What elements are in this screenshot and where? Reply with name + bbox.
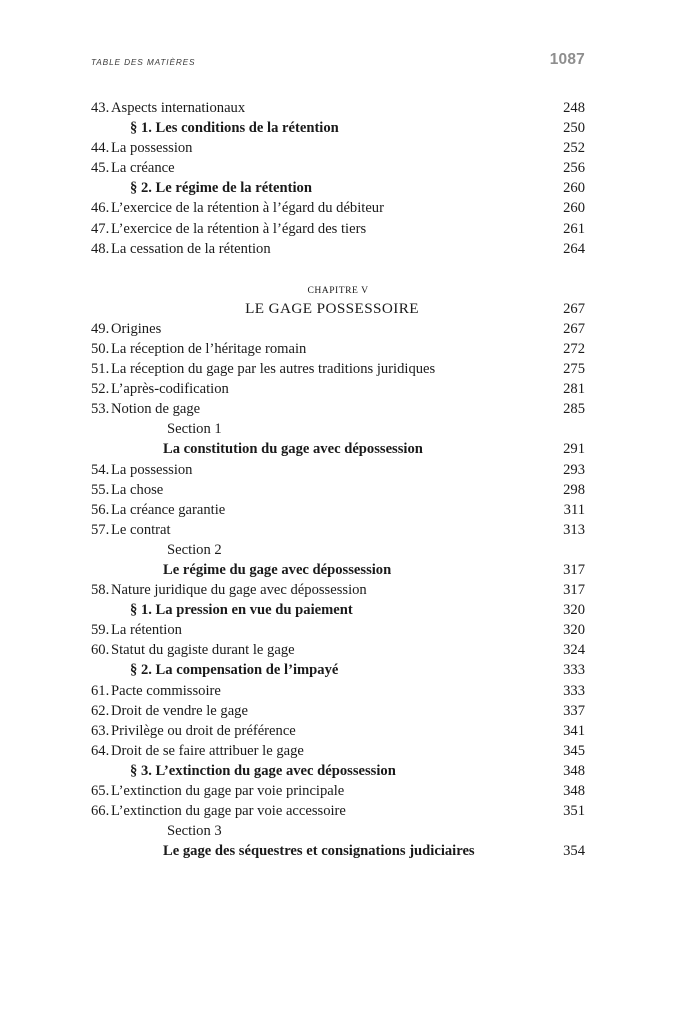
toc-entry[interactable]: [91, 721, 585, 741]
toc-entry-number: 52.: [91, 381, 110, 398]
toc-entry-title: L’exercice de la rétention à l’égard des tiers: [111, 220, 367, 237]
toc-entry-label: [91, 620, 182, 640]
toc-entry-label: Section 3: [167, 823, 222, 840]
entry-page-number: 348: [563, 762, 585, 779]
toc-entry-label: [91, 158, 175, 178]
entry-page-number: 333: [563, 682, 585, 699]
toc-entry-title: Statut du gagiste durant le gage: [111, 642, 295, 659]
toc-entry[interactable]: [91, 359, 585, 379]
entry-page-number: 345: [563, 742, 585, 759]
toc-entry-title: La rétention: [111, 622, 182, 639]
page-number: 1087: [549, 51, 585, 68]
chapter-title-text: LE GAGE POSSESSOIRE: [245, 299, 419, 317]
toc-entry[interactable]: [91, 339, 585, 359]
entry-page-number: 317: [563, 582, 585, 599]
entry-page-number: 337: [563, 702, 585, 719]
toc-entry-title: La chose: [111, 481, 164, 498]
toc-entry-number: 54.: [91, 461, 110, 478]
toc-entry-label: [91, 379, 229, 399]
entry-page-number: 341: [563, 722, 585, 739]
toc-entry-number: 48.: [91, 240, 110, 257]
entry-page-number: 281: [563, 381, 585, 398]
toc-entry-label: [91, 98, 245, 118]
toc-paragraph-heading[interactable]: [91, 600, 585, 620]
chapter-title: [91, 299, 585, 319]
entry-page-number: 250: [563, 120, 585, 137]
toc-entry-label: § 2. La compensation de l’impayé: [130, 662, 339, 679]
entry-page-number: 348: [563, 783, 585, 799]
toc-entry-label: [91, 701, 248, 721]
toc-entry-title: Origines: [111, 320, 162, 337]
entry-page-number: 313: [563, 521, 585, 538]
entry-page-number: 320: [563, 622, 585, 639]
toc-entry[interactable]: [91, 781, 585, 801]
toc-entry-number: 50.: [91, 340, 110, 357]
toc-entry[interactable]: [91, 319, 585, 339]
toc-entry[interactable]: [91, 399, 585, 419]
toc-entry-number: 53.: [91, 401, 110, 418]
toc-paragraph-heading[interactable]: [91, 660, 585, 680]
toc-entry[interactable]: [91, 801, 585, 821]
toc-entry-title: Nature juridique du gage avec dépossession: [111, 582, 367, 599]
toc-entry-number: 64.: [91, 742, 110, 759]
toc-entry[interactable]: [91, 198, 585, 218]
toc-entry[interactable]: [91, 640, 585, 660]
entry-page-number: 354: [563, 843, 585, 860]
toc-entry[interactable]: [91, 500, 585, 520]
chapter-heading: [91, 284, 585, 319]
toc-paragraph-heading[interactable]: [91, 761, 585, 781]
entry-page-number: 324: [563, 642, 585, 659]
entry-page-number: 248: [563, 100, 585, 116]
entry-page-number: 311: [563, 501, 585, 518]
toc-entry[interactable]: [91, 480, 585, 500]
toc-entry-label: [91, 500, 225, 520]
toc-entry-label: § 1. Les conditions de la rétention: [130, 120, 339, 137]
toc-section-label[interactable]: [91, 540, 585, 560]
entry-page-number: 267: [563, 320, 585, 337]
toc-section-title[interactable]: [91, 439, 585, 459]
toc-entry-label: [91, 681, 221, 701]
toc-entry-title: Aspects internationaux: [111, 100, 246, 116]
entry-page-number: 256: [563, 160, 585, 177]
toc-entry-title: La cessation de la rétention: [111, 240, 271, 257]
toc-entry-label: [91, 640, 295, 660]
toc-entry-label: [91, 399, 200, 419]
entry-page-number: 285: [563, 401, 585, 418]
toc-entry-number: 65.: [91, 783, 110, 799]
toc-entry-label: [91, 580, 367, 600]
toc-entry-number: 44.: [91, 140, 110, 157]
toc-paragraph-heading[interactable]: [91, 118, 585, 138]
entry-page-number: 320: [563, 602, 585, 619]
running-header: [91, 51, 585, 73]
toc-entry-label: [91, 801, 346, 821]
toc-entry-label: Section 2: [167, 541, 222, 558]
toc-entry-number: 59.: [91, 622, 110, 639]
entry-page-number: 333: [563, 662, 585, 679]
toc-entry-label: [91, 219, 366, 239]
toc-entry-title: La créance garantie: [111, 501, 226, 518]
toc-entry-number: 46.: [91, 200, 110, 217]
toc-entry-title: La créance: [111, 160, 175, 177]
toc-entry-label: § 1. La pression en vue du paiement: [130, 602, 353, 619]
toc-entry-label: [91, 721, 296, 741]
toc-entry-title: Privilège ou droit de préférence: [111, 722, 296, 739]
toc-entry-number: 60.: [91, 642, 110, 659]
toc-entry-number: 63.: [91, 722, 110, 739]
toc-entry[interactable]: [91, 620, 585, 640]
toc-entry[interactable]: [91, 219, 585, 239]
toc-entry-number: 49.: [91, 320, 110, 337]
toc-entry-label: [91, 198, 384, 218]
table-of-contents: [91, 98, 585, 861]
toc-entry-label: [91, 741, 304, 761]
toc-entry-label: § 3. L’extinction du gage avec dépossession: [130, 762, 396, 779]
toc-entry-title: La réception de l’héritage romain: [111, 340, 307, 357]
entry-page-number: 317: [563, 561, 585, 578]
toc-entry-title: Droit de se faire attribuer le gage: [111, 742, 304, 759]
chapter-number-label: CHAPITRE V: [307, 284, 369, 296]
toc-entry[interactable]: [91, 379, 585, 399]
entry-page-number: 291: [563, 441, 585, 458]
toc-entry-label: [91, 339, 306, 359]
toc-entry-number: 61.: [91, 682, 110, 699]
toc-section-label[interactable]: [91, 419, 585, 439]
toc-entry-title: Notion de gage: [111, 401, 201, 418]
toc-entry[interactable]: [91, 138, 585, 158]
toc-entry-label: [91, 460, 192, 480]
toc-paragraph-heading[interactable]: [91, 178, 585, 198]
entry-page-number: 260: [563, 180, 585, 197]
entry-page-number: 260: [563, 200, 585, 217]
toc-entry-label: La constitution du gage avec dépossession: [163, 441, 423, 458]
toc-entry[interactable]: [91, 681, 585, 701]
toc-entry-number: 45.: [91, 160, 110, 177]
toc-entry[interactable]: [91, 98, 585, 118]
entry-page-number: 252: [563, 140, 585, 157]
toc-entry-title: L’extinction du gage par voie principale: [111, 783, 345, 799]
entry-page-number: 272: [563, 340, 585, 357]
toc-entry-label: Section 1: [167, 421, 222, 438]
toc-entry-number: 51.: [91, 361, 110, 378]
toc-entry-title: L’extinction du gage par voie accessoire: [111, 803, 346, 820]
toc-entry-label: [91, 359, 435, 379]
toc-entry-title: L’exercice de la rétention à l’égard du débiteur: [111, 200, 384, 217]
toc-entry[interactable]: [91, 239, 585, 259]
toc-entry-number: 56.: [91, 501, 110, 518]
toc-entry[interactable]: [91, 580, 585, 600]
toc-entry-title: L’après-codification: [111, 381, 229, 398]
toc-section-title[interactable]: [91, 560, 585, 580]
toc-entry-number: 57.: [91, 521, 110, 538]
toc-section-title[interactable]: [91, 841, 585, 861]
toc-entry-title: La réception du gage par les autres traditions juridiques: [111, 361, 436, 378]
toc-entry-title: La possession: [111, 461, 193, 478]
toc-entry-number: 47.: [91, 220, 110, 237]
toc-entry-number: 62.: [91, 702, 110, 719]
toc-entry-number: 43.: [91, 100, 110, 116]
entry-page-number: 261: [563, 220, 585, 237]
toc-entry[interactable]: [91, 520, 585, 540]
entry-page-number: 275: [563, 361, 585, 378]
toc-entry-label: [91, 138, 192, 158]
running-header-title: TABLE DES MATIÈRES: [91, 57, 196, 67]
toc-entry-number: 58.: [91, 582, 110, 599]
toc-entry[interactable]: [91, 701, 585, 721]
toc-entry-number: 66.: [91, 803, 110, 820]
toc-entry-title: Pacte commissoire: [111, 682, 221, 699]
toc-section-label[interactable]: [91, 821, 585, 841]
toc-entry-label: [91, 319, 161, 339]
toc-entry-number: 55.: [91, 481, 110, 498]
toc-entry-label: [91, 239, 271, 259]
toc-entry-title: Le contrat: [111, 521, 171, 538]
toc-entry-label: Le gage des séquestres et consignations judiciaires: [163, 843, 475, 860]
entry-page-number: 264: [563, 240, 585, 257]
toc-entry-title: La possession: [111, 140, 193, 157]
toc-entry-label: [91, 520, 171, 540]
entry-page-number: 267: [563, 300, 585, 317]
toc-entry[interactable]: [91, 741, 585, 761]
toc-entry[interactable]: [91, 460, 585, 480]
toc-entry-title: Droit de vendre le gage: [111, 702, 248, 719]
entry-page-number: 298: [563, 481, 585, 498]
toc-entry[interactable]: [91, 158, 585, 178]
entry-page-number: 351: [563, 803, 585, 820]
toc-entry-label: [91, 781, 344, 801]
entry-page-number: 293: [563, 461, 585, 478]
toc-entry-label: § 2. Le régime de la rétention: [130, 180, 312, 197]
toc-entry-label: [91, 480, 163, 500]
toc-entry-label: Le régime du gage avec dépossession: [163, 561, 392, 578]
